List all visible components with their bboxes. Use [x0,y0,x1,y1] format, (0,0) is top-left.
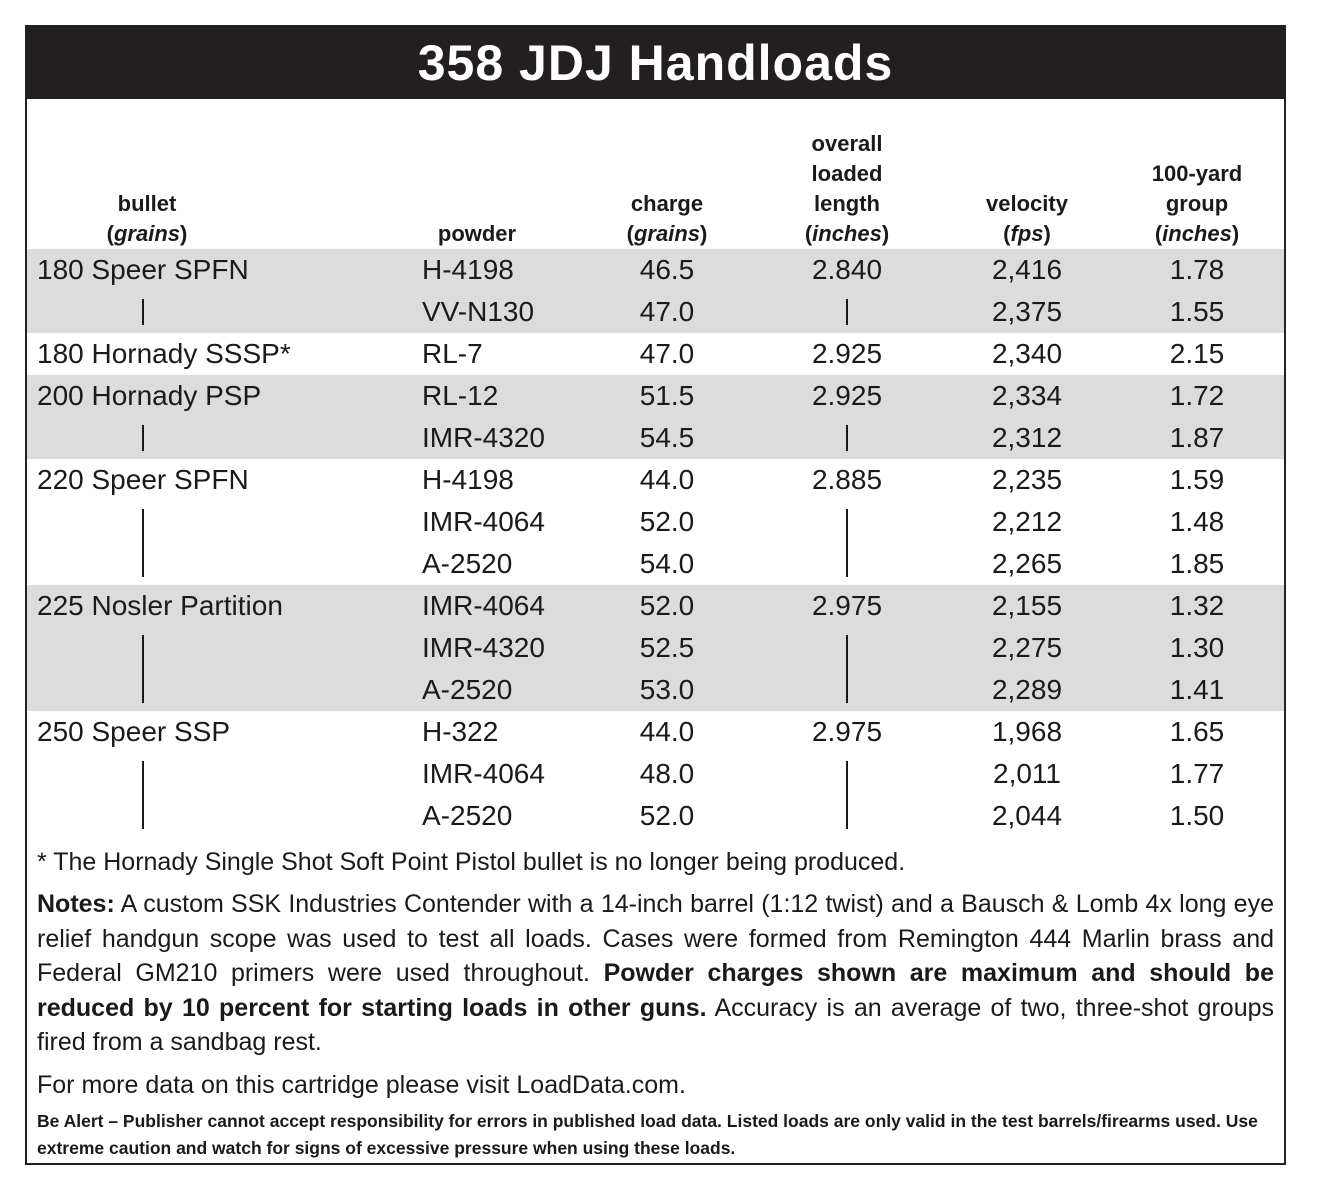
cell-charge: 52.0 [639,590,695,621]
header-group: 100-yard group (inches) [1137,159,1257,249]
cell-oal: 2.840 [811,254,883,285]
page-title: 358 JDJ Handloads [417,35,894,91]
cell-group: 1.48 [1169,506,1225,537]
cell-powder: IMR-4064 [422,590,545,621]
cell-charge: 47.0 [639,338,695,369]
cell-oal [777,753,917,795]
cell-charge: 54.5 [639,422,695,453]
table-row [27,627,1284,669]
cell-powder: IMR-4064 [422,758,545,789]
cell-velocity: 2,235 [991,464,1063,495]
cell-velocity: 2,212 [991,506,1063,537]
cell-group: 1.55 [1169,296,1225,327]
notes-warning: Powder charges shown are maximum and should be reduced by 10 percent for starting loads in other guns. [37,959,1274,1022]
cell-group: 1.85 [1169,548,1225,579]
cell-oal [777,669,917,711]
cell-group: 1.72 [1169,380,1225,411]
cell-velocity: 2,155 [991,590,1063,621]
cell-powder: VV-N130 [422,296,535,327]
cell-powder: RL-12 [422,380,499,411]
cell-charge: 48.0 [639,758,695,789]
cell-bullet: 250 Speer SSP [37,716,231,747]
header-velocity: velocity (fps) [967,189,1087,249]
cell-bullet: 200 Hornady PSP [37,380,262,411]
table-row [27,753,1284,795]
cell-oal [777,543,917,585]
cell-group: 1.59 [1169,464,1225,495]
table-row [27,333,1284,375]
cell-powder: A-2520 [422,548,513,579]
cell-powder: H-322 [422,716,499,747]
header-charge: charge (grains) [607,189,727,249]
table-row [27,417,1284,459]
notes-text1: A custom SSK Industries Contender with a 14-inch barrel (1:12 twist) and a Bausch & Lomb 4x long eye relief handgun scope was used to test all loads. Cases were formed from Remington 444 Marlin brass and Federal GM210 primers were used throughout. [37,890,1274,987]
cell-group: 1.30 [1169,632,1225,663]
header-oal-unit: (inches) [804,221,890,246]
header-bullet-unit: (grains) [106,221,188,246]
cell-group: 2.15 [1169,338,1225,369]
notes-label: Notes: [37,890,115,918]
cell-velocity: 2,340 [991,338,1063,369]
footnote: * The Hornady Single Shot Soft Point Pistol bullet is no longer being produced. [37,848,906,876]
cell-oal [777,627,917,669]
cell-velocity: 2,011 [993,758,1061,789]
title-bar [27,27,1284,99]
cell-charge: 54.0 [639,548,695,579]
cell-velocity: 2,312 [991,422,1063,453]
table-row [27,795,1284,837]
header-group-unit: (inches) [1154,221,1240,246]
cell-powder: IMR-4320 [422,632,545,663]
table-row [27,543,1284,585]
cell-group: 1.50 [1169,800,1225,831]
table-row [27,711,1284,753]
cell-powder: IMR-4320 [422,422,545,453]
cell-group: 1.78 [1169,254,1225,285]
cell-group: 1.87 [1169,422,1225,453]
cell-charge: 47.0 [639,296,695,327]
cell-oal: 2.925 [811,380,883,411]
more-data-link-text: For more data on this cartridge please visit LoadData.com. [37,1070,686,1099]
header-oal: overall loaded length (inches) [787,129,907,249]
cell-charge: 44.0 [639,464,695,495]
table-row [27,291,1284,333]
cell-charge: 53.0 [639,674,695,705]
cell-powder: A-2520 [422,800,513,831]
cell-velocity: 2,044 [991,800,1063,831]
cell-charge: 44.0 [639,716,695,747]
cell-velocity: 2,265 [991,548,1063,579]
cell-oal: 2.885 [811,464,883,495]
alert-disclaimer: Be Alert – Publisher cannot accept responsibility for errors in published load data. Listed loads are only valid in the test barrels/firearms used. Use extreme caution and watch for signs of excessive pressure when using these loads. [37,1110,1258,1158]
table-row [27,375,1284,417]
table-row [27,501,1284,543]
cell-velocity: 2,416 [991,254,1063,285]
cell-group: 1.32 [1169,590,1225,621]
cell-bullet: 220 Speer SPFN [37,464,249,495]
cell-charge: 52.5 [639,632,695,663]
cell-velocity: 2,375 [991,296,1063,327]
cell-oal: 2.925 [811,338,883,369]
cell-oal [777,501,917,543]
cell-velocity: 1,968 [991,716,1063,747]
table-row [27,459,1284,501]
cell-oal [777,291,917,333]
cell-powder: H-4198 [422,254,514,285]
cell-charge: 51.5 [639,380,695,411]
cell-powder: RL-7 [422,338,483,369]
cell-powder: A-2520 [422,674,513,705]
table-row [27,669,1284,711]
cell-group: 1.77 [1169,758,1225,789]
cell-group: 1.41 [1169,674,1225,705]
notes-text2: Accuracy is an average of two, three-shot groups fired from a sandbag rest. [37,993,1275,1056]
cell-velocity: 2,334 [991,380,1063,411]
table-row [27,585,1284,627]
cell-group: 1.65 [1169,716,1225,747]
cell-oal [777,795,917,837]
cell-velocity: 2,289 [991,674,1063,705]
cell-bullet: 180 Hornady SSSP* [37,338,291,369]
table-header [27,99,1284,249]
cell-charge: 46.5 [639,254,695,285]
cell-powder: H-4198 [422,464,514,495]
table-row [27,249,1284,291]
cell-oal [777,417,917,459]
header-velocity-unit: (fps) [1003,221,1051,246]
cell-powder: IMR-4064 [422,506,545,537]
cell-bullet: 225 Nosler Partition [37,590,283,621]
header-charge-unit: (grains) [626,221,708,246]
cell-oal: 2.975 [811,590,883,621]
cell-charge: 52.0 [639,506,695,537]
cell-velocity: 2,275 [991,632,1063,663]
cell-charge: 52.0 [639,800,695,831]
header-powder: powder [437,221,517,246]
header-bullet: bullet (grains) [87,189,207,249]
footer [37,845,1274,1162]
notes [37,887,1274,1060]
cell-oal: 2.975 [811,716,883,747]
cell-bullet: 180 Speer SPFN [37,254,249,285]
load-data-panel [25,25,1286,1165]
